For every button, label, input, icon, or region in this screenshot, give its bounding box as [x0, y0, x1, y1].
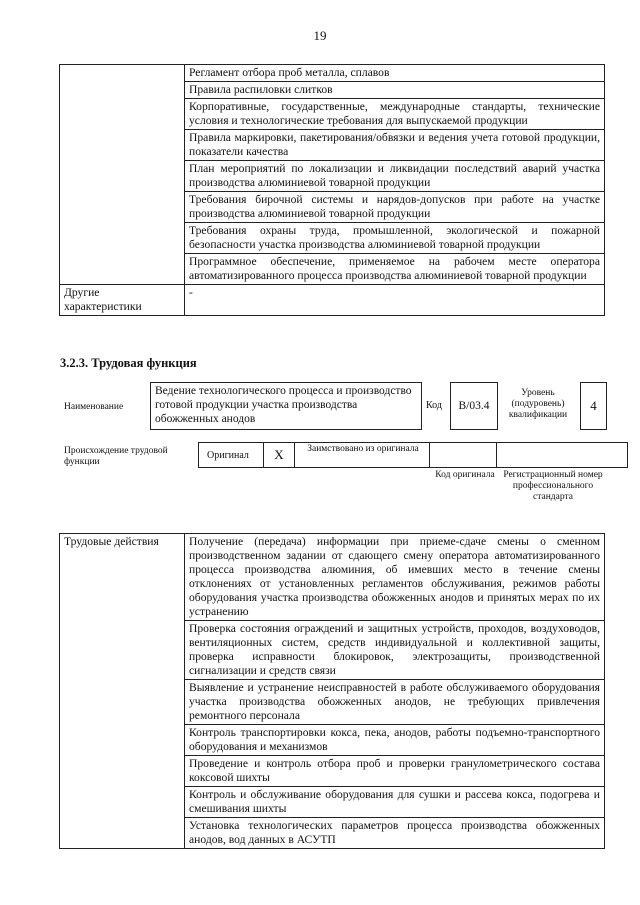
knowledge-item: Требования бирочной системы и нарядов-допусков при работе на участке производства алюминиевой товарной продукции [185, 192, 605, 223]
origin-row [198, 442, 628, 468]
original-mark: X [263, 443, 295, 467]
page-number: 19 [313, 28, 327, 43]
borrowed-label: Заимствовано из оригинала [307, 444, 419, 454]
knowledge-item: Корпоративные, государственные, международные стандарты, технические условия и технологические требования для выпускаемой продукции [185, 99, 605, 130]
knowledge-table [59, 64, 605, 316]
level-value-box: 4 [580, 382, 607, 430]
knowledge-item: Правила распиловки слитков [185, 82, 605, 99]
function-code-box: В/03.4 [450, 382, 498, 430]
labor-action-item: Выявление и устранение неисправностей в работе обслуживаемого оборудования участка производства обожженных анодов, не требующих привлечения ремонтного персонала [185, 680, 605, 725]
labor-action-item: Получение (передача) информации при приеме-сдаче смены о сменном производственном задании от сдающего смену оператора автоматизированного процесса производства алюминия, об имевших место в течение смены отклонениях от установленных регламентов обслуживания, режимов работы оборудования участка производства обожженных анодов и принятых мерах по их устранению [185, 534, 605, 621]
labor-actions-label: Трудовые действия [60, 534, 185, 849]
knowledge-item: Правила маркировки, пакетирования/обвязки и ведения учета готовой продукции, показатели качества [185, 130, 605, 161]
knowledge-label-cell [60, 65, 185, 285]
section-title: 3.2.3. Трудовая функция [60, 356, 197, 370]
labor-action-item: Контроль транспортировки кокса, пека, анодов, работы подъемно-транспортного оборудования и механизмов [185, 725, 605, 756]
reg-number-label: Регистрационный номер профессионального стандарта [503, 470, 603, 502]
code-original-cell [429, 443, 497, 467]
code-label: Код [426, 400, 442, 411]
labor-action-item: Установка технологических параметров процесса производства обожженных анодов, вод данных в АСУТП [185, 818, 605, 849]
labor-action-item: Проведение и контроль отбора проб и проверки гранулометрического состава коксовой шихты [185, 756, 605, 787]
knowledge-item: Программное обеспечение, применяемое на рабочем месте оператора автоматизированного процесса производства алюминиевой товарной продукции [185, 254, 605, 285]
knowledge-item: План мероприятий по локализации и ликвидации последствий аварий участка производства алюминиевой товарной продукции [185, 161, 605, 192]
knowledge-item: Требования охраны труда, промышленной, экологической и пожарной безопасности участка производства алюминиевой товарной продукции [185, 223, 605, 254]
labor-action-item: Проверка состояния ограждений и защитных устройств, проходов, воздуховодов, вентиляционных систем, средств индивидуальной и коллективной защиты, проверка исправности блокировок, электрозащиты, производственной сигнализации и средств связи [185, 621, 605, 680]
name-label: Наименование [64, 402, 124, 412]
function-name-box: Ведение технологического процесса и производство готовой продукции участка производства обожженных анодов [150, 382, 422, 430]
origin-label: Происхождение трудовой функции [64, 446, 168, 467]
other-characteristics-label: Другие характеристики [60, 285, 185, 316]
other-characteristics-value: - [185, 285, 605, 316]
knowledge-item: Регламент отбора проб металла, сплавов [185, 65, 605, 82]
code-original-label: Код оригинала [435, 470, 495, 480]
level-label: Уровень (подуровень) квалификации [508, 388, 568, 420]
original-label: Оригинал [207, 450, 249, 461]
labor-action-item: Контроль и обслуживание оборудования для сушки и рассева кокса, подогрева и смешивания шихты [185, 787, 605, 818]
labor-actions-table [59, 533, 605, 849]
